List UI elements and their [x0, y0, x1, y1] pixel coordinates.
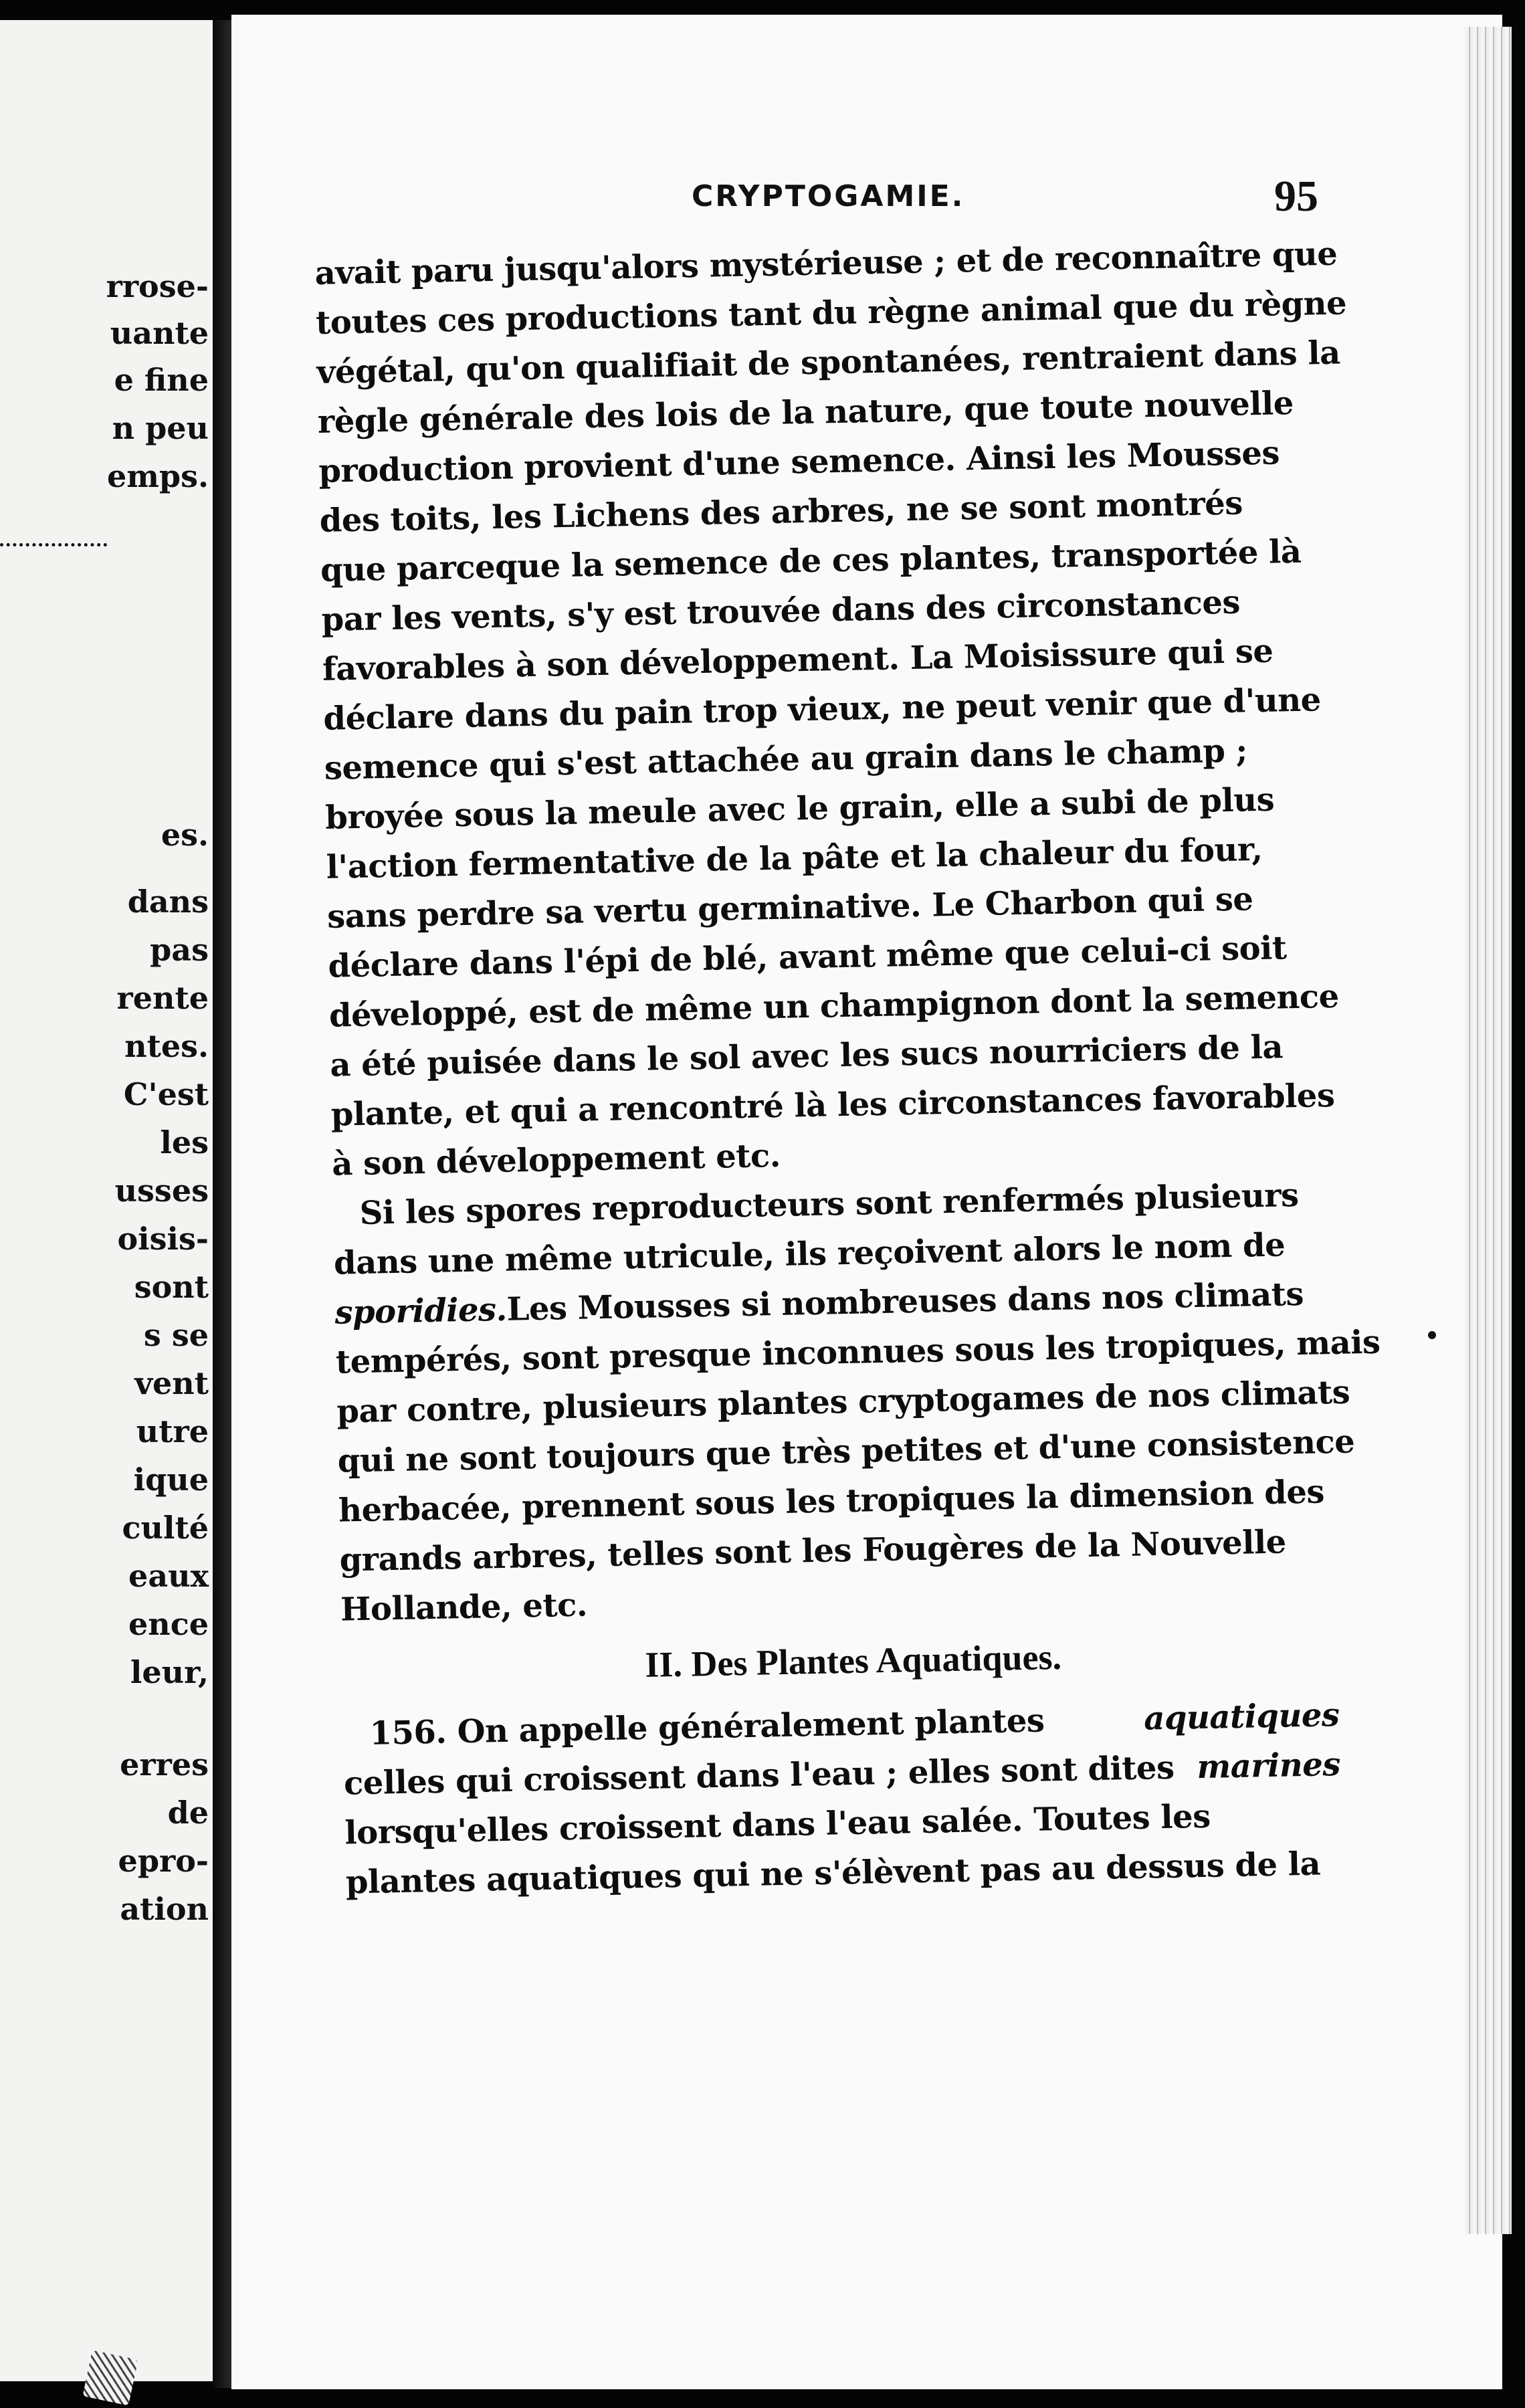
text-line: toutes ces productions tant du règne animal que du règne: [315, 284, 1347, 342]
italic-term: sporidies.: [334, 1290, 508, 1332]
left-fragment-line: eaux: [128, 1558, 209, 1594]
text-line: plantes aquatiques qui ne s'élèvent pas au dessus de la: [345, 1845, 1321, 1902]
running-title: CRYPTOGAMIE.: [692, 179, 965, 213]
text-line: celles qui croissent dans l'eau ; elles sont dites marines: [343, 1740, 1340, 1809]
scan-corner-mark: [82, 2350, 138, 2405]
text-line: production provient d'une semence. Ainsi les Mousses: [318, 434, 1280, 490]
text-line: qui ne sont toujours que très petites et d'une consistence: [337, 1423, 1355, 1480]
body-text: [314, 229, 1381, 1907]
text-line: développé, est de même un champignon dont la semence: [328, 977, 1340, 1035]
text-line: Si les spores reproducteurs sont renfermés plusieurs: [359, 1177, 1300, 1232]
left-fragment-line: usses: [114, 1173, 209, 1209]
left-fragment-line: C'est: [123, 1076, 209, 1112]
left-fragment-line: vent: [134, 1365, 209, 1401]
left-fragment-line: ntes.: [124, 1028, 209, 1064]
page-number: 95: [1274, 172, 1318, 221]
left-fragment-line: culté: [122, 1510, 209, 1546]
left-fragment-line: de: [167, 1795, 209, 1831]
text-line: par les vents, s'y est trouvée dans des circonstances: [321, 583, 1241, 639]
left-fragment-line: pas: [150, 932, 209, 968]
text-line: par contre, plusieurs plantes cryptogames de nos climats: [336, 1373, 1350, 1431]
left-fragment-line: rente: [116, 980, 209, 1016]
left-fragment-line: les: [160, 1124, 209, 1161]
section-rule: [0, 535, 107, 546]
left-fragment-line: epro-: [118, 1843, 209, 1879]
text-line: Hollande, etc.: [340, 1586, 588, 1629]
left-fragment-line: sont: [134, 1269, 209, 1305]
left-fragment-line: ation: [120, 1891, 209, 1927]
text-line: broyée sous la meule avec le grain, elle a subi de plus: [324, 781, 1275, 837]
text-line: semence qui s'est attachée au grain dans le champ ;: [324, 732, 1248, 787]
book-gutter: [213, 20, 233, 2388]
left-fragment-line: es.: [161, 817, 209, 853]
ink-speck: [1428, 1331, 1436, 1339]
text-line: dans une même utricule, ils reçoivent alors le nom de: [333, 1226, 1286, 1282]
italic-term: aquatiques: [1143, 1696, 1340, 1738]
text-line: à son développement etc.: [331, 1136, 781, 1183]
left-fragment-line: dans: [127, 884, 209, 920]
text-line: que parceque la semence de ces plantes, transportée là: [320, 532, 1302, 589]
text-line: sporidies. Les Mousses si nombreuses dans nos climats: [334, 1269, 1332, 1338]
left-fragment-line: e fine: [114, 362, 209, 398]
text-line: grands arbres, telles sont les Fougères de la Nouvelle: [339, 1523, 1287, 1579]
section-heading: II. Des Plantes Aquatiques.: [644, 1636, 1062, 1685]
text-line: déclare dans du pain trop vieux, ne peut venir que d'une: [322, 681, 1322, 738]
left-fragment-line: erres: [120, 1746, 209, 1783]
text-line: 156. On appelle généralement plantes aquatiques: [342, 1690, 1340, 1759]
left-fragment-line: uante: [110, 315, 209, 351]
text-line: plante, et qui a rencontré là les circonstances favorables: [330, 1076, 1335, 1134]
text-line: règle générale des lois de la nature, que toute nouvelle: [317, 384, 1294, 441]
left-fragment-line: ique: [133, 1462, 209, 1498]
text-line: herbacée, prennent sous les tropiques la dimension des: [338, 1473, 1325, 1530]
text-line: déclare dans l'épi de blé, avant même que celui-ci soit: [328, 929, 1288, 985]
text-line: sans perdre sa vertu germinative. Le Charbon qui se: [326, 880, 1253, 936]
text-line: avait paru jusqu'alors mystérieuse ; et de reconnaître que: [314, 235, 1338, 292]
text-line: végétal, qu'on qualifiait de spontanées, rentraient dans la: [316, 334, 1341, 391]
previous-page-fragment: [0, 20, 213, 2381]
left-fragment-line: utre: [136, 1413, 209, 1449]
left-fragment-line: ence: [128, 1606, 209, 1642]
left-fragment-line: oisis-: [117, 1221, 209, 1257]
italic-term: marines: [1196, 1745, 1341, 1787]
text-line: a été puisée dans le sol avec les sucs nourriciers de la: [329, 1028, 1284, 1084]
left-fragment-line: rrose-: [106, 268, 209, 304]
left-fragment-line: leur,: [130, 1654, 209, 1690]
left-fragment-line: n peu: [112, 410, 209, 446]
page-edges: [1465, 27, 1512, 2234]
text-line: lorsqu'elles croissent dans l'eau salée. Toutes les: [344, 1797, 1211, 1852]
text-line: tempérés, sont presque inconnues sous les tropiques, mais: [335, 1323, 1381, 1381]
left-fragment-line: s se: [143, 1317, 209, 1353]
text-line: favorables à son développement. La Moisissure qui se: [322, 632, 1274, 688]
text-line: l'action fermentative de la pâte et la chaleur du four,: [326, 830, 1263, 886]
text-line: des toits, les Lichens des arbres, ne se sont montrés: [319, 484, 1243, 540]
left-fragment-line: emps.: [106, 458, 209, 494]
